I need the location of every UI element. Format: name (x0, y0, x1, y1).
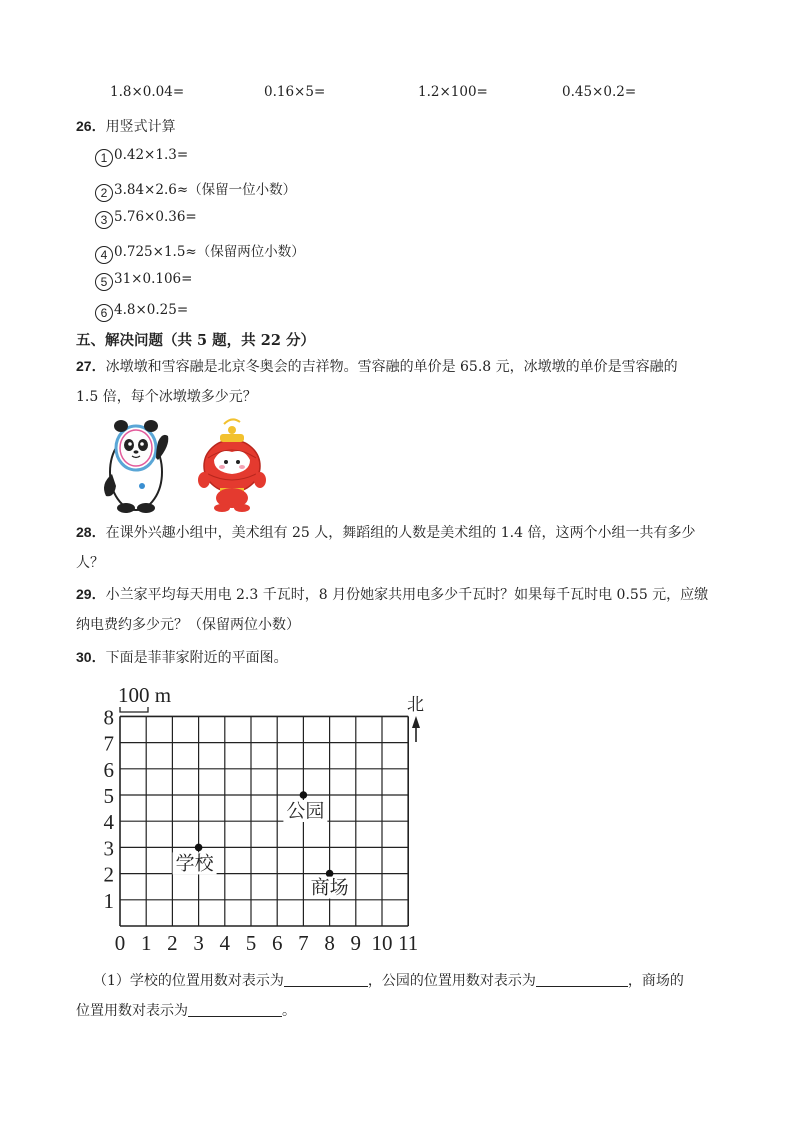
item-text: 0.42×1.3= (114, 147, 189, 163)
text-fragment: 位置用数对表示为 (76, 1003, 188, 1019)
x-tick-label: 9 (350, 931, 362, 955)
place-label: 商场 (310, 876, 349, 899)
answer-blank-park[interactable] (536, 972, 628, 987)
question-29-line-2: 纳电费约多少元？（保留两位小数） (76, 617, 300, 633)
y-tick-label: 3 (103, 836, 114, 861)
x-tick-label: 7 (298, 931, 309, 955)
y-tick-label: 8 (103, 705, 114, 730)
location-map (96, 680, 436, 955)
x-tick-label: 2 (167, 931, 178, 955)
place-label: 公园 (286, 800, 325, 822)
q26-item-3 (95, 209, 197, 229)
mascot-illustration (94, 414, 274, 514)
section-heading: 五、解决问题（共 5 题，共 22 分） (76, 332, 315, 349)
scale-label: 100 m (118, 683, 172, 707)
x-tick-label: 3 (193, 931, 204, 955)
q26-item-2 (95, 178, 296, 202)
x-tick-label: 1 (140, 931, 152, 955)
text-fragment: ，商场的 (627, 973, 684, 989)
question-number: 30． (76, 649, 106, 665)
circled-number: 2 (95, 184, 113, 202)
y-tick-label: 5 (103, 784, 114, 808)
item-text: 3.84×2.6≈（保留一位小数） (114, 182, 297, 198)
circled-number: 4 (95, 246, 113, 264)
calc-item-1: 1.8×0.04= (110, 84, 185, 100)
question-text: 冰墩墩和雪容融是北京冬奥会的吉祥物。雪容融的单价是 65.8 元，冰墩墩的单价是雪容融的 (105, 359, 678, 375)
x-tick-label: 8 (324, 931, 335, 955)
y-tick-label: 1 (103, 888, 114, 913)
circled-number: 6 (95, 304, 113, 322)
q26-item-6 (95, 302, 188, 322)
x-tick-label: 11 (398, 931, 419, 955)
item-text: 31×0.106= (114, 271, 193, 287)
x-tick-label: 0 (114, 931, 126, 955)
item-text: 0.725×1.5≈（保留两位小数） (114, 244, 305, 260)
question-number: 28． (76, 524, 106, 540)
question-30 (76, 647, 288, 667)
calc-item-4: 0.45×0.2= (562, 84, 637, 100)
question-27-line-2: 1.5 倍，每个冰墩墩多少元？ (76, 389, 257, 405)
calc-item-2: 0.16×5= (264, 84, 326, 100)
circled-number: 1 (95, 149, 113, 167)
text-fragment: （1）学校的位置用数对表示为 (93, 973, 284, 989)
y-tick-label: 2 (103, 862, 114, 887)
circled-number: 3 (95, 211, 113, 229)
question-29-line-1 (76, 584, 708, 604)
item-text: 5.76×0.36= (114, 209, 197, 225)
scale-bar (120, 707, 148, 712)
x-tick-label: 4 (219, 931, 231, 955)
question-26 (76, 116, 176, 136)
x-tick-label: 6 (271, 931, 283, 955)
x-tick-label: 5 (245, 931, 257, 955)
question-text: 小兰家平均每天用电 2.3 千瓦时，8 月份她家共用电多少千瓦时？如果每千瓦时电 0.55 元，应缴 (105, 587, 709, 603)
question-text: 下面是菲菲家附近的平面图。 (105, 650, 288, 666)
question-number: 29． (76, 586, 106, 602)
q26-item-1 (95, 147, 188, 167)
place-label: 学校 (175, 852, 214, 875)
calc-item-3: 1.2×100= (418, 84, 488, 100)
q26-item-4 (95, 240, 305, 264)
text-fragment: 。 (282, 1003, 296, 1019)
q26-item-5 (95, 271, 192, 291)
shuey-rhon-rhon-image (198, 419, 266, 512)
question-number: 27． (76, 358, 106, 374)
y-tick-label: 6 (103, 757, 114, 782)
question-28-line-2: 人？ (76, 555, 104, 571)
question-text: 在课外兴趣小组中，美术组有 25 人，舞蹈组的人数是美术组的 1.4 倍，这两个小组一共有多少 (105, 525, 696, 541)
question-text: 用竖式计算 (105, 119, 176, 135)
circled-number: 5 (95, 273, 113, 291)
question-number: 26． (76, 118, 106, 134)
x-tick-label: 10 (371, 931, 393, 955)
bing-dwen-dwen-image (104, 420, 168, 513)
answer-blank-school[interactable] (284, 972, 368, 987)
question-28-line-1 (76, 522, 695, 542)
north-label: 北 (407, 695, 424, 714)
item-text: 4.8×0.25= (114, 302, 189, 318)
question-30-1-line-2 (76, 1000, 296, 1020)
question-27-line-1 (76, 356, 678, 376)
question-30-1-line-1 (93, 970, 684, 990)
place-marker (300, 791, 308, 799)
text-fragment: ，公园的位置用数对表示为 (367, 973, 536, 989)
north-arrow-icon (412, 716, 420, 742)
answer-blank-mall[interactable] (188, 1002, 282, 1017)
map-places (173, 791, 352, 898)
place-marker (195, 844, 203, 852)
map-grid (120, 716, 408, 926)
y-tick-label: 4 (103, 810, 114, 835)
y-tick-label: 7 (103, 731, 114, 756)
